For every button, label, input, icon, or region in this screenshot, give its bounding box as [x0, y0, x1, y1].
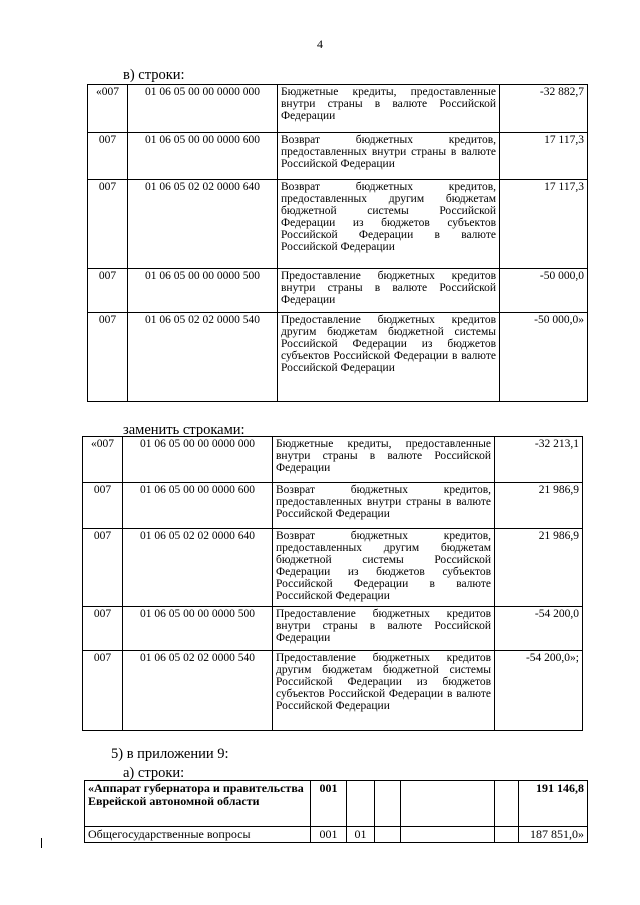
row-code: 007	[88, 313, 128, 402]
row-kbk: 01 06 05 02 02 0000 540	[123, 651, 273, 731]
table-row	[83, 437, 583, 483]
row-name: Бюджетные кредиты, предоставленные внутри страны в валюте Российской Федерации	[273, 437, 495, 483]
row-code: 007	[83, 529, 123, 607]
row-value: -32 213,1	[495, 437, 583, 483]
row-csr	[401, 827, 495, 843]
row-name: Общегосударственные вопросы	[85, 827, 311, 843]
row-name: «Аппарат губернатора и правительства Еврейской автономной области	[85, 781, 311, 827]
row-code: 007	[83, 651, 123, 731]
table-appendix9-body	[85, 781, 588, 843]
row-value: 187 851,0»	[519, 827, 588, 843]
row-code: «007	[88, 85, 128, 133]
table-row	[85, 827, 588, 843]
table-new-body	[83, 437, 583, 731]
row-pr	[375, 827, 401, 843]
row-name: Предоставление бюджетных кредитов внутри страны в валюте Российской Федерации	[273, 607, 495, 651]
row-kbk: 01 06 05 00 00 0000 600	[128, 133, 278, 180]
row-csr	[401, 781, 495, 827]
row-value: -54 200,0	[495, 607, 583, 651]
row-code: 001	[311, 781, 347, 827]
row-value: 21 986,9	[495, 529, 583, 607]
page-number: 4	[317, 37, 323, 51]
table-row	[88, 313, 588, 402]
appendix9-label: 5) в приложении 9:	[111, 746, 229, 762]
margin-mark	[41, 838, 42, 848]
table-new	[82, 436, 583, 731]
table-row	[88, 133, 588, 180]
row-value: 17 117,3	[500, 133, 588, 180]
table-row	[85, 781, 588, 827]
row-kbk: 01 06 05 00 00 0000 000	[123, 437, 273, 483]
row-rz: 01	[347, 827, 375, 843]
row-code: 007	[88, 133, 128, 180]
table-row	[83, 607, 583, 651]
row-kbk: 01 06 05 02 02 0000 540	[128, 313, 278, 402]
row-name: Возврат бюджетных кредитов, предоставленных другим бюджетам бюджетной системы Российской Федерации из бюджетов субъектов Российской Федерации в валюте Российской Федерации	[273, 529, 495, 607]
table-row	[88, 269, 588, 313]
row-name: Возврат бюджетных кредитов, предоставленных внутри страны в валюте Российской Федерации	[278, 133, 500, 180]
row-name: Бюджетные кредиты, предоставленные внутри страны в валюте Российской Федерации	[278, 85, 500, 133]
row-kbk: 01 06 05 00 00 0000 000	[128, 85, 278, 133]
section-v-label: в) строки:	[123, 67, 185, 83]
row-kbk: 01 06 05 02 02 0000 640	[128, 180, 278, 269]
row-code: 007	[83, 483, 123, 529]
row-name: Возврат бюджетных кредитов, предоставленных внутри страны в валюте Российской Федерации	[273, 483, 495, 529]
table-row	[88, 180, 588, 269]
row-value: -50 000,0»	[500, 313, 588, 402]
row-vr	[495, 827, 519, 843]
row-code: «007	[83, 437, 123, 483]
row-name: Возврат бюджетных кредитов, предоставленных другим бюджетам бюджетной системы Российской Федерации из бюджетов субъектов Российской Федерации в валюте Российской Федерации	[278, 180, 500, 269]
row-name: Предоставление бюджетных кредитов другим бюджетам бюджетной системы Российской Федерации из бюджетов субъектов Российской Федерации в валюте Российской Федерации	[273, 651, 495, 731]
row-rz	[347, 781, 375, 827]
table-appendix9	[84, 780, 588, 843]
row-vr	[495, 781, 519, 827]
table-row	[83, 529, 583, 607]
row-kbk: 01 06 05 00 00 0000 500	[128, 269, 278, 313]
row-code: 007	[83, 607, 123, 651]
row-kbk: 01 06 05 00 00 0000 600	[123, 483, 273, 529]
row-value: 21 986,9	[495, 483, 583, 529]
row-value: 191 146,8	[519, 781, 588, 827]
table-row	[88, 85, 588, 133]
row-kbk: 01 06 05 02 02 0000 640	[123, 529, 273, 607]
row-value: -50 000,0	[500, 269, 588, 313]
row-value: -32 882,7	[500, 85, 588, 133]
row-value: 17 117,3	[500, 180, 588, 269]
row-value: -54 200,0»;	[495, 651, 583, 731]
row-name: Предоставление бюджетных кредитов другим бюджетам бюджетной системы Российской Федерации из бюджетов субъектов Российской Федерации в валюте Российской Федерации	[278, 313, 500, 402]
section-a-label: а) строки:	[123, 765, 185, 781]
row-pr	[375, 781, 401, 827]
table-row	[83, 483, 583, 529]
table-row	[83, 651, 583, 731]
replace-label: заменить строками:	[123, 422, 245, 438]
row-code: 007	[88, 180, 128, 269]
table-old-body	[88, 85, 588, 402]
row-name: Предоставление бюджетных кредитов внутри страны в валюте Российской Федерации	[278, 269, 500, 313]
row-code: 007	[88, 269, 128, 313]
row-kbk: 01 06 05 00 00 0000 500	[123, 607, 273, 651]
table-old	[87, 84, 588, 402]
row-code: 001	[311, 827, 347, 843]
